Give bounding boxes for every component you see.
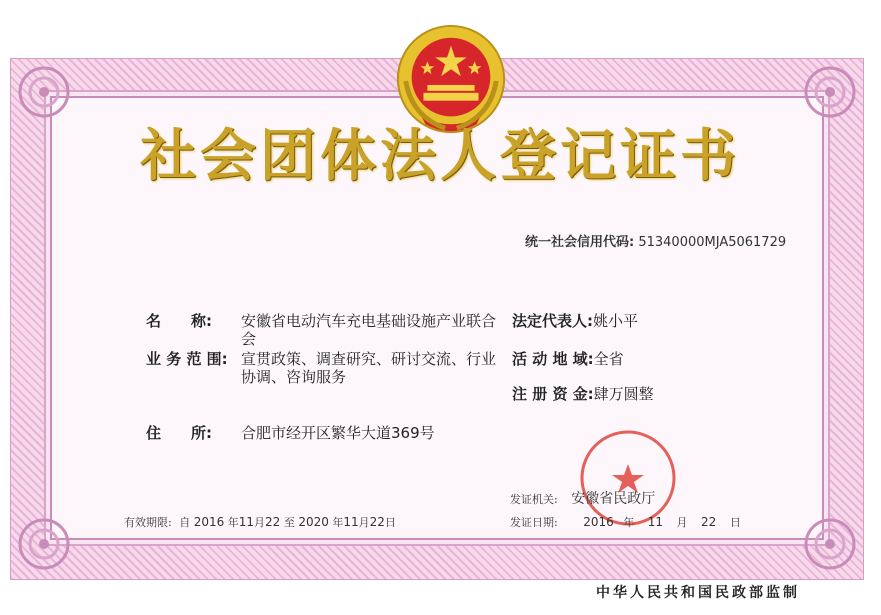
representative-field <box>512 312 638 330</box>
corner-ornament-icon <box>14 62 74 122</box>
official-seal-icon <box>578 428 678 528</box>
address-field <box>146 424 506 442</box>
certificate-title: 社会团体法人登记证书 <box>140 123 740 189</box>
scope-label: 业 务 范 围: <box>146 350 228 368</box>
area-label: 活 动 地 域: <box>512 350 594 368</box>
capital-field <box>512 385 654 403</box>
validity-to-year-unit: 年 <box>332 516 344 529</box>
representative-value: 姚小平 <box>593 312 639 330</box>
validity-to-month-unit: 月 <box>358 516 370 529</box>
validity-from-year: 2016 <box>193 515 225 529</box>
representative-label: 法定代表人: <box>512 312 593 330</box>
credit-code <box>525 231 786 250</box>
issue-date-month-unit: 月 <box>676 516 688 529</box>
validity-to-year: 2020 <box>298 515 329 529</box>
validity-from-month-unit: 月 <box>254 516 266 529</box>
name-value: 安徽省电动汽车充电基础设施产业联合会 <box>241 312 497 348</box>
address-label: 住 所: <box>146 424 212 442</box>
address-value: 合肥市经开区繁华大道369号 <box>241 424 435 442</box>
validity-from-year-unit: 年 <box>227 516 239 529</box>
name-field <box>146 312 506 348</box>
issuer-authority <box>510 488 655 508</box>
validity-label: 有效期限: <box>124 516 172 529</box>
scope-value: 宣贯政策、调查研究、研讨交流、行业协调、咨询服务 <box>241 350 497 386</box>
issuer-authority-label: 发证机关: <box>510 493 558 506</box>
area-value: 全省 <box>593 350 624 368</box>
issue-date-month: 11 <box>647 515 664 529</box>
supervision-footer: 中华人民共和国民政部监制 <box>596 585 800 601</box>
capital-value: 肆万圆整 <box>593 385 654 403</box>
validity-from-day: 22 <box>265 515 281 529</box>
name-label: 名 称: <box>146 312 212 330</box>
credit-code-label: 统一社会信用代码: <box>525 235 635 250</box>
validity-to-word: 至 <box>283 516 295 529</box>
issuer-authority-value: 安徽省民政厅 <box>571 491 656 507</box>
corner-ornament-icon <box>800 62 860 122</box>
validity-to-month: 11 <box>343 515 359 529</box>
scope-field <box>146 350 506 386</box>
corner-ornament-icon <box>800 514 860 574</box>
validity-period <box>124 514 396 530</box>
issue-date <box>510 514 741 530</box>
issue-date-year: 2016 <box>583 515 614 529</box>
validity-to-day-unit: 日 <box>384 516 396 529</box>
validity-to-day: 22 <box>369 515 385 529</box>
capital-label: 注 册 资 金: <box>512 385 594 403</box>
credit-code-value: 51340000MJA5061729 <box>638 235 787 250</box>
issue-date-day: 22 <box>701 515 717 529</box>
validity-from-prefix: 自 <box>179 516 191 529</box>
issue-date-label: 发证日期: <box>510 516 558 529</box>
validity-from-month: 11 <box>238 515 255 529</box>
issue-date-year-unit: 年 <box>623 516 635 529</box>
corner-ornament-icon <box>14 514 74 574</box>
area-field <box>512 350 624 368</box>
issue-date-day-unit: 日 <box>729 516 741 529</box>
